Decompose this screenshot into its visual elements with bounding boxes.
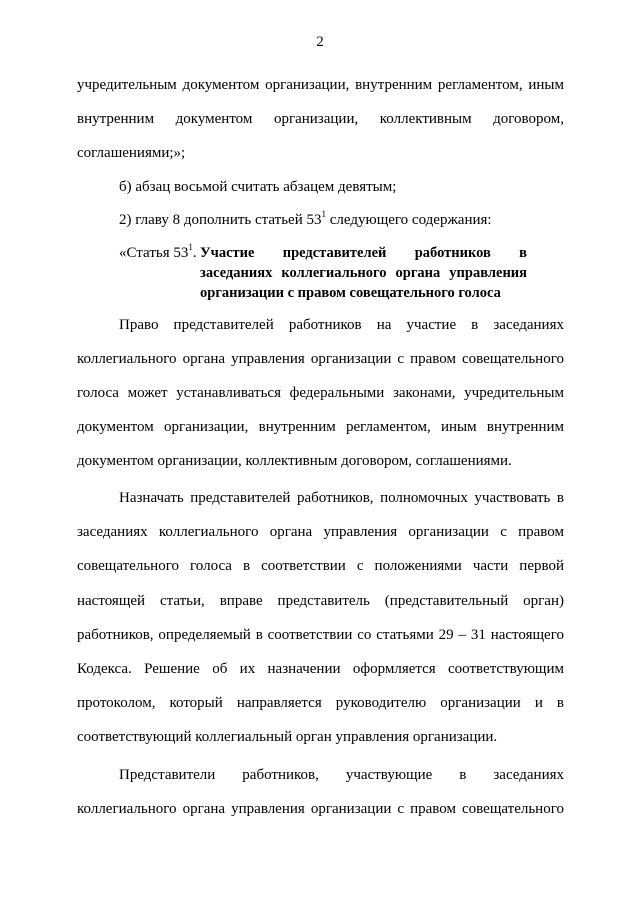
article-number-text: «Статья 53 [119,245,189,261]
article-number-dot: . [192,245,197,261]
article-title-line: Участие представителей работников в [200,245,527,261]
text-line: документом организации, коллективным договором, соглашениями. [77,453,512,469]
text-line: работников, определяемый в соответствии со статьями 29 – 31 настоящего [77,627,564,643]
text-line: внутренним документом организации, коллективным договором, [77,111,564,127]
item-b-line: б) абзац восьмой считать абзацем девятым; [119,179,397,195]
article-title-line: заседаниях коллегиального органа управления [200,265,527,281]
item-2-line [119,211,564,229]
item-2-text-after: следующего содержания: [326,212,492,228]
page-number: 2 [316,34,324,50]
article-number [119,244,197,262]
text-line: Представители работников, участвующие в заседаниях [119,767,564,783]
item-2-text: 2) главу 8 дополнить статьей 53 [119,212,322,228]
text-line: коллегиального органа управления организации с правом совещательного [77,351,564,367]
text-line: коллегиального органа управления организации с правом совещательного [77,801,564,817]
text-line: соглашениями;»; [77,145,186,161]
item-2-sup: 1 [321,209,326,219]
text-line: голоса может устанавливаться федеральными законами, учредительным [77,385,564,401]
text-line: настоящей статьи, вправе представитель (представительный орган) [77,593,564,609]
article-number-sup: 1 [188,242,193,252]
text-line: Кодекса. Решение об их назначении оформляется соответствующим [77,661,564,677]
article-title-line: организации с правом совещательного голоса [200,285,501,301]
text-line: документом организации, внутренним регламентом, иным внутренним [77,419,564,435]
text-line: Право представителей работников на участие в заседаниях [119,317,564,333]
text-line: Назначать представителей работников, полномочных участвовать в [119,490,564,506]
text-line: совещательного голоса в соответствии с положениями части первой [77,558,564,574]
text-line: соответствующий коллегиальный орган управления организации. [77,729,498,745]
text-line: протоколом, который направляется руководителю организации и в [77,695,564,711]
text-line: учредительным документом организации, внутренним регламентом, иным [77,77,564,93]
text-line: заседаниях коллегиального органа управления организации с правом [77,524,564,540]
